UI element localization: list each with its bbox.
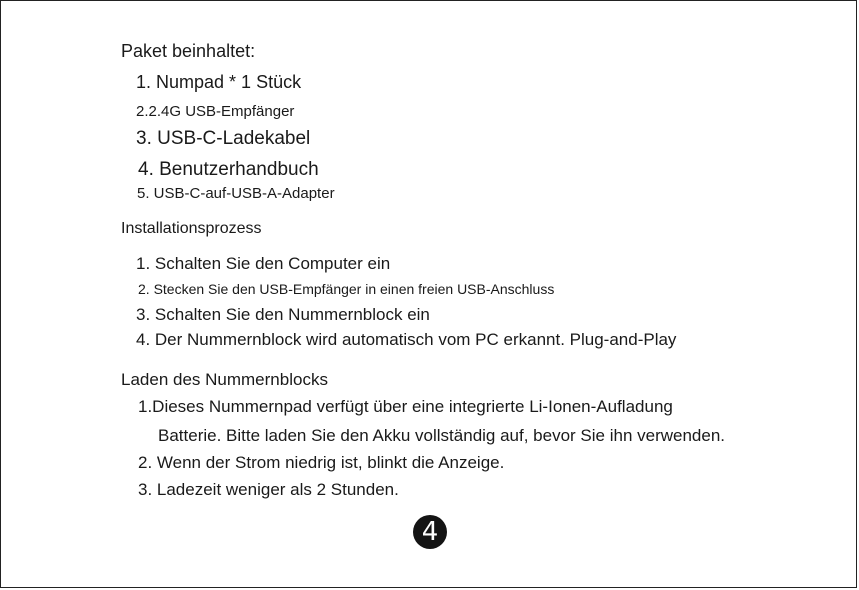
charging-item: 2. Wenn der Strom niedrig ist, blinkt die Anzeige. [138, 453, 505, 472]
charging-item-continued: Batterie. Bitte laden Sie den Akku vollständig auf, bevor Sie ihn verwenden. [158, 426, 726, 445]
package-item: 5. USB-C-auf-USB-A-Adapter [137, 185, 335, 202]
installation-item: 3. Schalten Sie den Nummernblock ein [136, 305, 430, 324]
package-item: 3. USB-C-Ladekabel [136, 128, 311, 149]
package-item: 2.2.4G USB-Empfänger [136, 103, 295, 120]
page-number-badge: 4 [413, 515, 447, 549]
charging-item: 3. Ladezeit weniger als 2 Stunden. [138, 480, 399, 499]
package-item: 4. Benutzerhandbuch [138, 159, 319, 180]
charging-item: 1.Dieses Nummernpad verfügt über eine integrierte Li-Ionen-Aufladung [138, 397, 673, 416]
installation-item: 4. Der Nummernblock wird automatisch vom PC erkannt. Plug-and-Play [136, 330, 677, 349]
installation-item: 1. Schalten Sie den Computer ein [136, 254, 391, 273]
package-heading: Paket beinhaltet: [121, 41, 256, 61]
installation-heading: Installationsprozess [121, 220, 262, 237]
installation-item: 2. Stecken Sie den USB-Empfänger in einen freien USB-Anschluss [138, 281, 555, 297]
charging-heading: Laden des Nummernblocks [121, 370, 328, 389]
package-item: 1. Numpad * 1 Stück [136, 72, 302, 92]
